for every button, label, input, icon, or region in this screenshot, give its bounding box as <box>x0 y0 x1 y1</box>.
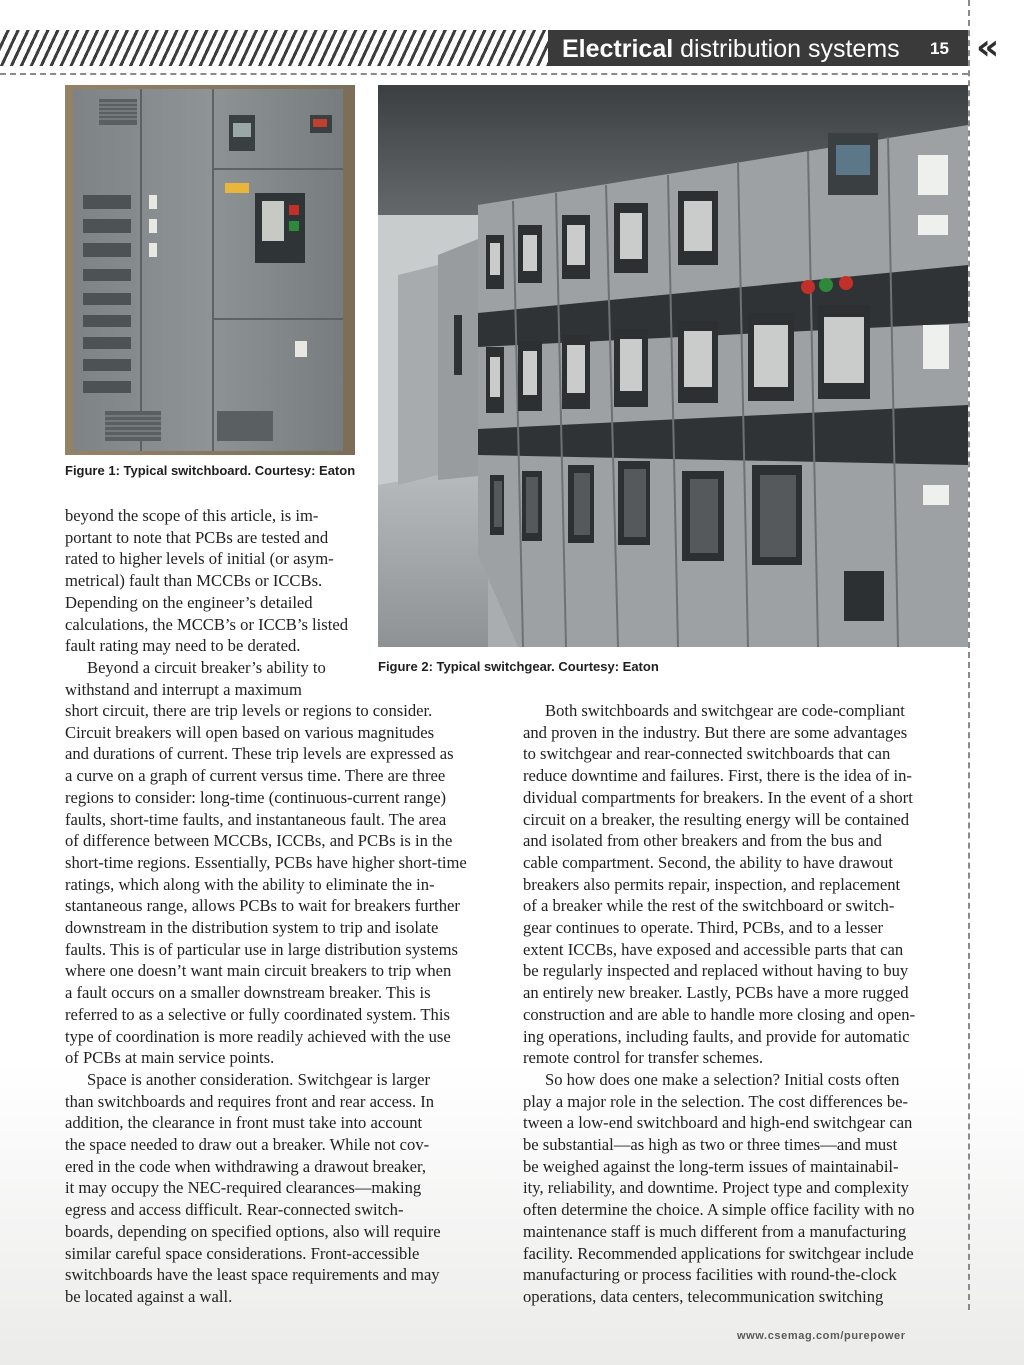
text-line: be substantial—as high as two or three times—and must <box>523 1135 898 1155</box>
text-line: breakers also permits repair, inspection, and replacement <box>523 874 901 894</box>
text-line: similar careful space considerations. Front-accessible <box>65 1243 420 1263</box>
text-line: boards, depending on specified options, also will require <box>65 1221 441 1241</box>
text-line: downstream in the distribution system to trip and isolate <box>65 918 439 938</box>
text-left-column <box>65 700 467 1308</box>
text-right-column <box>523 700 915 1308</box>
text-line: the space needed to draw out a breaker. While not cov- <box>65 1135 430 1155</box>
text-line: maintenance staff is much different from a manufacturing <box>523 1221 907 1241</box>
page-number: 15 <box>930 39 949 58</box>
section-title-rest: distribution systems <box>673 35 900 63</box>
text-line: of difference between MCCBs, ICCBs, and PCBs is in the <box>65 831 453 851</box>
text-line: faults. This is of particular use in large distribution systems <box>65 939 458 959</box>
text-line: and proven in the industry. But there are some advantages <box>523 722 908 742</box>
text-line: be weighed against the long-term issues of maintainabil- <box>523 1156 899 1176</box>
back-arrows-icon[interactable]: « <box>976 27 1000 68</box>
text-line: circuit on a breaker, the resulting energy will be contained <box>523 809 910 829</box>
text-line: construction and are able to handle more closing and open- <box>523 1004 916 1024</box>
text-line: short-time regions. Essentially, PCBs have higher short-time <box>65 852 467 872</box>
text-line: beyond the scope of this article, is im- <box>65 506 319 525</box>
text-line: stantaneous range, allows PCBs to wait for breakers further <box>65 896 460 916</box>
text-line: portant to note that PCBs are tested and <box>65 527 329 547</box>
section-title-bold: Electrical <box>562 35 674 63</box>
header-dashed-rule <box>0 73 968 75</box>
text-line: ratings, which along with the ability to eliminate the in- <box>65 874 435 894</box>
text-line: faults, short-time faults, and instantaneous fault. The area <box>65 809 447 829</box>
figure-2-switchgear-photo <box>378 85 968 647</box>
text-line: a curve on a graph of current versus time. There are three <box>65 766 446 786</box>
text-line: addition, the clearance in front must take into account <box>65 1113 423 1133</box>
text-line: operations, data centers, telecommunication switching <box>523 1286 884 1306</box>
text-line: regions to consider: long-time (continuous-current range) <box>65 787 447 807</box>
text-line: Beyond a circuit breaker’s ability to <box>87 657 326 677</box>
footer-url-link[interactable]: www.csemag.com/purepower <box>737 1330 906 1342</box>
text-line: manufacturing or process facilities with round-the-clock <box>523 1265 897 1285</box>
text-line: an entirely new breaker. Lastly, PCBs have a more rugged <box>523 983 909 1003</box>
text-line: Both switchboards and switchgear are code-compliant <box>545 701 905 720</box>
text-line: referred to as a selective or fully coordinated system. This <box>65 1004 450 1024</box>
text-line: be regularly inspected and replaced without having to buy <box>523 961 909 981</box>
text-line: than switchboards and requires front and rear access. In <box>65 1091 435 1111</box>
text-line: of a breaker while the rest of the switchboard or switch- <box>523 896 895 916</box>
text-line: remote control for transfer schemes. <box>523 1048 764 1068</box>
figure-1-caption: Figure 1: Typical switchboard. Courtesy: Eaton <box>65 463 356 478</box>
text-line: a fault occurs on a smaller downstream breaker. This is <box>65 983 431 1003</box>
text-line: metrical) fault than MCCBs or ICCBs. <box>65 571 323 591</box>
text-line: ered in the code when withdrawing a drawout breaker, <box>65 1156 427 1176</box>
text-line: type of coordination is more readily achieved with the use <box>65 1026 451 1046</box>
text-line: ity, reliability, and downtime. Project type and complexity <box>523 1178 909 1198</box>
text-line: often determine the choice. A simple office facility with no <box>523 1200 915 1220</box>
text-line: and isolated from other breakers and from the bus and <box>523 831 882 851</box>
text-line: dividual compartments for breakers. In the event of a short <box>523 787 913 807</box>
text-line: rated to higher levels of initial (or asym- <box>65 549 334 569</box>
text-line: calculations, the MCCB’s or ICCB’s listed <box>65 614 349 634</box>
text-line: facility. Recommended applications for switchgear include <box>523 1243 914 1263</box>
section-title <box>562 33 900 65</box>
text-line: it may occupy the NEC-required clearances—making <box>65 1178 422 1198</box>
text-line: withstand and interrupt a maximum <box>65 679 302 699</box>
text-line: gear continues to operate. Third, PCBs, and to a lesser <box>523 918 884 938</box>
text-line: switchboards have the least space requirements and may <box>65 1265 440 1285</box>
text-line: cable compartment. Second, the ability to have drawout <box>523 852 894 872</box>
text-line: extent ICCBs, have exposed and accessible parts that can <box>523 939 904 959</box>
text-line: Space is another consideration. Switchgear is larger <box>87 1069 430 1089</box>
text-line: egress and access difficult. Rear-connected switch- <box>65 1200 404 1220</box>
text-line: where one doesn’t want main circuit breakers to trip when <box>65 961 452 981</box>
text-line: So how does one make a selection? Initial costs often <box>545 1069 900 1089</box>
text-line: short circuit, there are trip levels or regions to consider. <box>65 701 433 720</box>
figure-2-caption: Figure 2: Typical switchgear. Courtesy: Eaton <box>378 659 659 674</box>
text-line: Circuit breakers will open based on various magnitudes <box>65 722 435 742</box>
text-top-left <box>65 505 348 700</box>
text-line: fault rating may need to be derated. <box>65 636 301 656</box>
text-line: play a major role in the selection. The cost differences be- <box>523 1091 909 1111</box>
text-line: reduce downtime and failures. First, there is the idea of in- <box>523 766 912 786</box>
text-line: be located against a wall. <box>65 1286 233 1306</box>
text-line: to switchgear and rear-connected switchboards that can <box>523 744 891 764</box>
text-line: of PCBs at main service points. <box>65 1048 275 1068</box>
text-line: tween a low-end switchboard and high-end switchgear can <box>523 1113 913 1133</box>
text-line: Depending on the engineer’s detailed <box>65 592 313 612</box>
text-line: and durations of current. These trip levels are expressed as <box>65 744 454 764</box>
figure-1-switchboard-photo <box>65 85 355 455</box>
text-line: ing operations, including faults, and provide for automatic <box>523 1026 910 1046</box>
margin-dashed-rule <box>968 0 970 1310</box>
